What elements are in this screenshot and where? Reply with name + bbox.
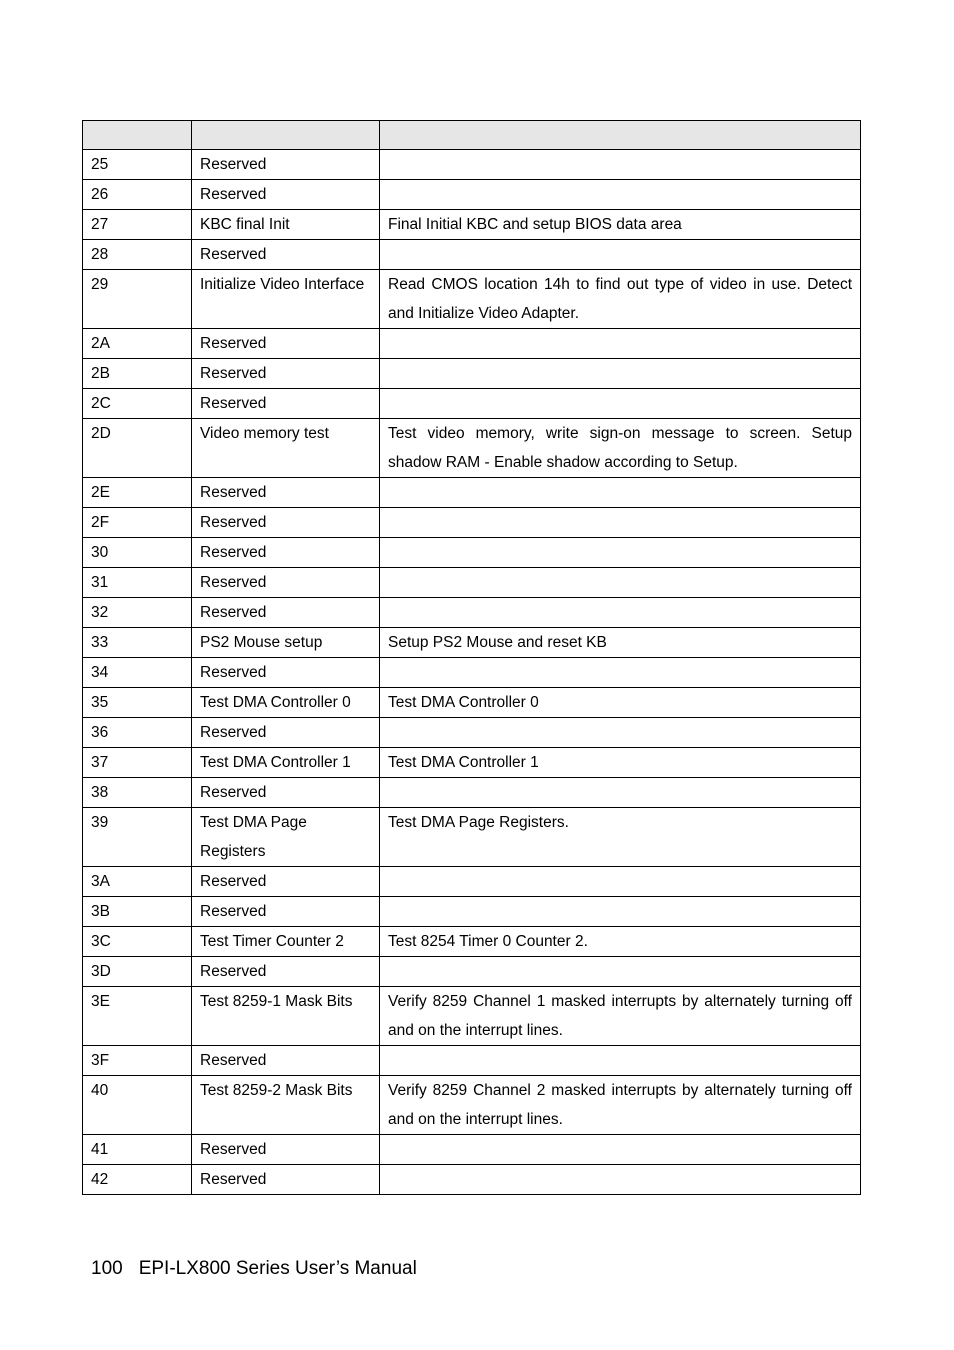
cell-name: Reserved [192, 478, 380, 508]
cell-description [380, 389, 861, 419]
cell-description [380, 957, 861, 987]
cell-name: Reserved [192, 1135, 380, 1165]
cell-code: 26 [83, 180, 192, 210]
cell-code: 25 [83, 150, 192, 180]
table-row [83, 210, 861, 240]
cell-description: Test 8254 Timer 0 Counter 2. [380, 927, 861, 957]
cell-code: 27 [83, 210, 192, 240]
cell-description [380, 359, 861, 389]
cell-code: 28 [83, 240, 192, 270]
cell-code: 42 [83, 1165, 192, 1195]
cell-description [380, 240, 861, 270]
cell-code: 3D [83, 957, 192, 987]
cell-code: 40 [83, 1076, 192, 1135]
table-row [83, 1165, 861, 1195]
table-row [83, 778, 861, 808]
table-row [83, 1076, 861, 1135]
cell-description [380, 867, 861, 897]
cell-description [380, 1135, 861, 1165]
table-row [83, 688, 861, 718]
cell-name: Reserved [192, 240, 380, 270]
table-row [83, 508, 861, 538]
cell-description: Test DMA Page Registers. [380, 808, 861, 867]
cell-name: Reserved [192, 1165, 380, 1195]
table-row [83, 957, 861, 987]
cell-code: 32 [83, 598, 192, 628]
cell-code: 3E [83, 987, 192, 1046]
cell-name: Reserved [192, 598, 380, 628]
cell-code: 33 [83, 628, 192, 658]
cell-code: 30 [83, 538, 192, 568]
cell-code: 2D [83, 419, 192, 478]
cell-name: Reserved [192, 957, 380, 987]
cell-name: Reserved [192, 329, 380, 359]
cell-code: 3B [83, 897, 192, 927]
cell-name: Reserved [192, 150, 380, 180]
table-row [83, 329, 861, 359]
cell-name: Reserved [192, 359, 380, 389]
table-row [83, 897, 861, 927]
cell-code: 38 [83, 778, 192, 808]
cell-name: PS2 Mouse setup [192, 628, 380, 658]
table-row [83, 568, 861, 598]
cell-name: Reserved [192, 180, 380, 210]
cell-description [380, 1165, 861, 1195]
table-row [83, 359, 861, 389]
table-row [83, 419, 861, 478]
table-row [83, 598, 861, 628]
header-cell-name [192, 121, 380, 150]
cell-description [380, 658, 861, 688]
cell-description [380, 778, 861, 808]
cell-code: 3C [83, 927, 192, 957]
table-header [83, 121, 861, 150]
cell-name: KBC final Init [192, 210, 380, 240]
cell-description: Read CMOS location 14h to find out type of video in use. Detect and Initialize Video Adapter. [380, 270, 861, 329]
cell-code: 29 [83, 270, 192, 329]
table-row [83, 270, 861, 329]
table-row [83, 240, 861, 270]
table-row [83, 867, 861, 897]
header-cell-code [83, 121, 192, 150]
cell-code: 2F [83, 508, 192, 538]
cell-description [380, 329, 861, 359]
cell-description [380, 598, 861, 628]
table-row [83, 478, 861, 508]
cell-name: Test 8259-2 Mask Bits [192, 1076, 380, 1135]
table-body [83, 150, 861, 1195]
table-row [83, 1135, 861, 1165]
cell-description [380, 508, 861, 538]
cell-code: 39 [83, 808, 192, 867]
cell-name: Test DMA Page Registers [192, 808, 380, 867]
table-row [83, 718, 861, 748]
cell-description: Final Initial KBC and setup BIOS data area [380, 210, 861, 240]
cell-description [380, 718, 861, 748]
cell-code: 3A [83, 867, 192, 897]
cell-description: Test DMA Controller 0 [380, 688, 861, 718]
cell-name: Test Timer Counter 2 [192, 927, 380, 957]
post-code-table [82, 120, 861, 1195]
cell-description [380, 180, 861, 210]
cell-code: 35 [83, 688, 192, 718]
cell-code: 31 [83, 568, 192, 598]
cell-description [380, 150, 861, 180]
cell-name: Reserved [192, 658, 380, 688]
cell-name: Reserved [192, 538, 380, 568]
cell-code: 41 [83, 1135, 192, 1165]
cell-code: 2A [83, 329, 192, 359]
table-row [83, 628, 861, 658]
table-row [83, 748, 861, 778]
cell-code: 34 [83, 658, 192, 688]
table-row [83, 538, 861, 568]
cell-description: Test DMA Controller 1 [380, 748, 861, 778]
cell-description [380, 538, 861, 568]
table-row [83, 180, 861, 210]
cell-code: 2E [83, 478, 192, 508]
table-header-row [83, 121, 861, 150]
table-row [83, 808, 861, 867]
cell-name: Reserved [192, 508, 380, 538]
header-cell-description [380, 121, 861, 150]
cell-code: 2B [83, 359, 192, 389]
table-row [83, 389, 861, 419]
table-row [83, 927, 861, 957]
cell-name: Reserved [192, 389, 380, 419]
page-footer [91, 1258, 417, 1280]
cell-name: Video memory test [192, 419, 380, 478]
cell-code: 37 [83, 748, 192, 778]
cell-name: Reserved [192, 718, 380, 748]
cell-description [380, 478, 861, 508]
cell-description: Verify 8259 Channel 1 masked interrupts by alternately turning off and on the interrupt lines. [380, 987, 861, 1046]
cell-name: Initialize Video Interface [192, 270, 380, 329]
manual-title: EPI-LX800 Series User’s Manual [138, 1258, 417, 1279]
cell-name: Reserved [192, 897, 380, 927]
cell-name: Reserved [192, 1046, 380, 1076]
table-row [83, 150, 861, 180]
table-row [83, 987, 861, 1046]
cell-name: Test DMA Controller 0 [192, 688, 380, 718]
table-row [83, 658, 861, 688]
cell-code: 36 [83, 718, 192, 748]
cell-name: Test 8259-1 Mask Bits [192, 987, 380, 1046]
cell-code: 2C [83, 389, 192, 419]
cell-description [380, 897, 861, 927]
cell-description: Verify 8259 Channel 2 masked interrupts by alternately turning off and on the interrupt lines. [380, 1076, 861, 1135]
cell-description [380, 568, 861, 598]
cell-name: Reserved [192, 867, 380, 897]
cell-description: Test video memory, write sign-on message to screen. Setup shadow RAM - Enable shadow according to Setup. [380, 419, 861, 478]
page-number: 100 [91, 1258, 123, 1279]
cell-description [380, 1046, 861, 1076]
cell-name: Test DMA Controller 1 [192, 748, 380, 778]
cell-description: Setup PS2 Mouse and reset KB [380, 628, 861, 658]
cell-code: 3F [83, 1046, 192, 1076]
cell-name: Reserved [192, 778, 380, 808]
cell-name: Reserved [192, 568, 380, 598]
table-row [83, 1046, 861, 1076]
